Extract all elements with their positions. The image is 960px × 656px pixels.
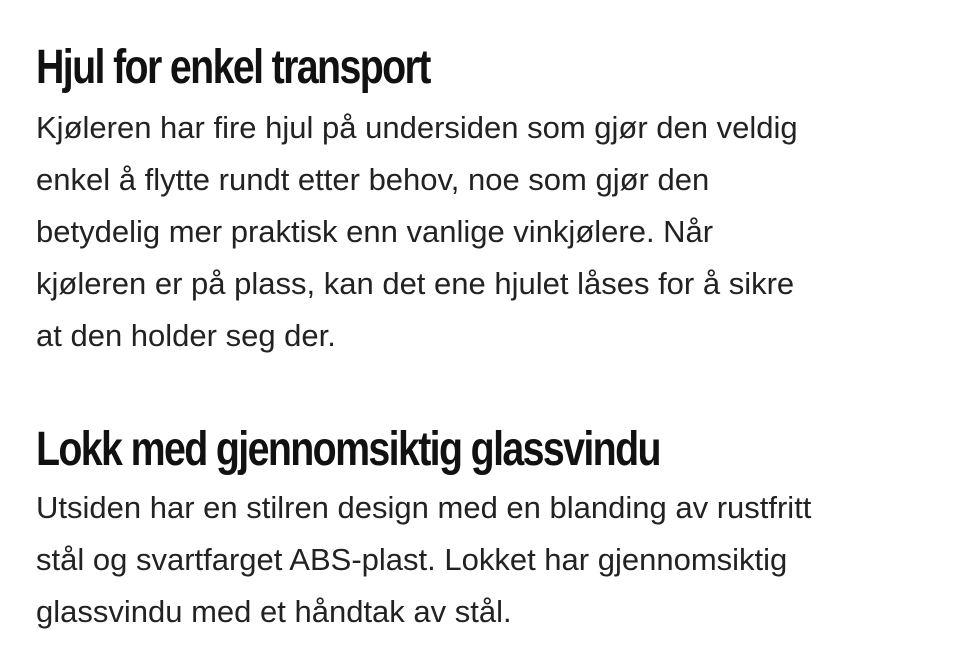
section-heading-lid: Lokk med gjennomsiktig glassvindu (36, 423, 660, 476)
body-line: stål og svartfarget ABS-plast. Lokket har gjennomsiktig (36, 542, 788, 577)
section-body-wheels (36, 102, 798, 362)
section-heading-wheels: Hjul for enkel transport (36, 41, 430, 94)
body-line: Utsiden har en stilren design med en blanding av rustfritt (36, 490, 812, 525)
body-line: Kjøleren har fire hjul på undersiden som gjør den veldig (36, 110, 798, 145)
body-line: at den holder seg der. (36, 318, 336, 353)
body-line: enkel å flytte rundt etter behov, noe som gjør den (36, 162, 710, 197)
body-line: glassvindu med et håndtak av stål. (36, 594, 512, 629)
body-line: kjøleren er på plass, kan det ene hjulet låses for å sikre (36, 266, 795, 301)
section-body-lid (36, 482, 811, 638)
body-line: betydelig mer praktisk enn vanlige vinkjølere. Når (36, 214, 714, 249)
